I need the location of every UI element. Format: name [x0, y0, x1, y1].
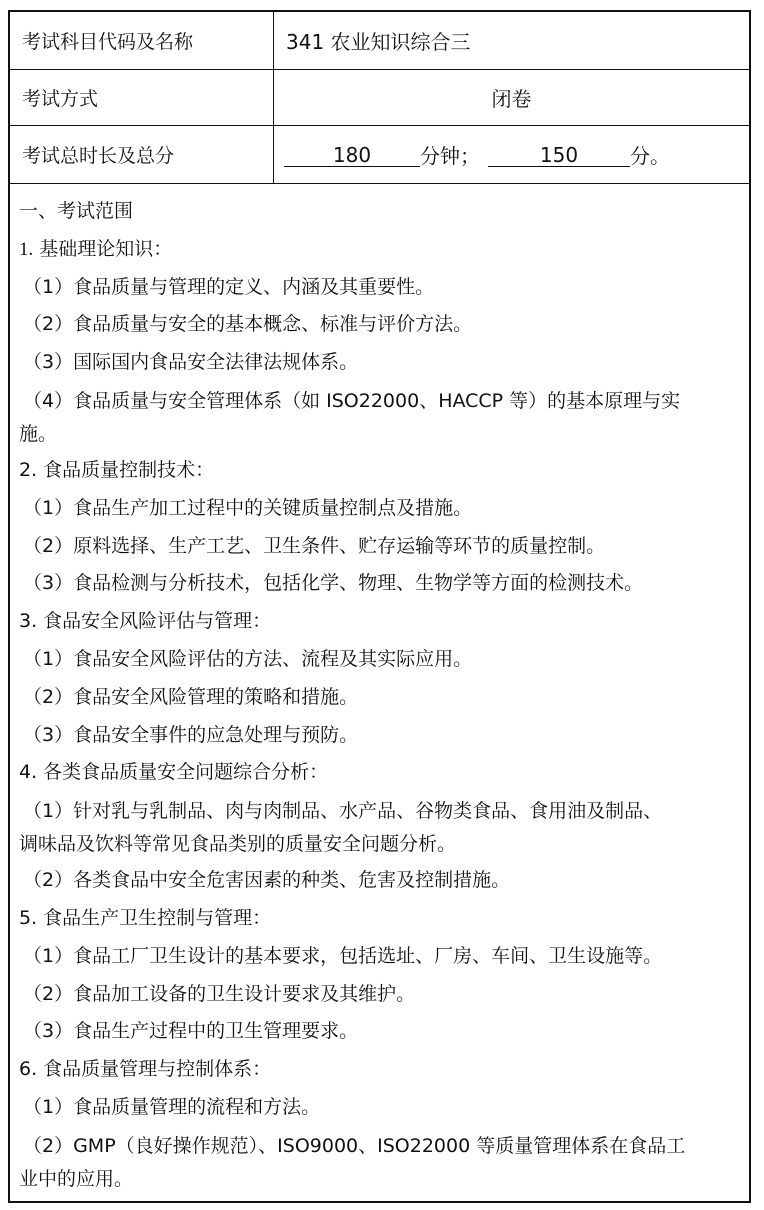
exam-scope: [10, 184, 749, 1197]
list-item: （1）食品安全风险评估的方法、流程及其实际应用。: [23, 647, 473, 670]
section-heading: 5. 食品生产卫生控制与管理：: [19, 906, 272, 929]
total-score: 150: [488, 143, 630, 167]
duration-label: 考试总时长及总分: [10, 126, 274, 183]
list-item: （2）食品质量与安全的基本概念、标准与评价方法。: [23, 313, 473, 336]
list-item: （3）食品生产过程中的卫生管理要求。: [23, 1020, 359, 1043]
section-heading: 6. 食品质量管理与控制体系：: [19, 1058, 272, 1081]
section-heading: 1. 基础理论知识：: [19, 237, 173, 260]
list-item: （3）食品安全事件的应急处理与预防。: [23, 723, 359, 746]
duration-unit: 分钟；: [420, 144, 480, 168]
mode-row: [10, 70, 749, 126]
subject-row: [10, 12, 749, 70]
list-item: （1）食品质量管理的流程和方法。: [23, 1095, 321, 1118]
list-item: （1）食品工厂卫生设计的基本要求，包括选址、厂房、车间、卫生设施等。: [23, 944, 663, 967]
list-item: （2）食品安全风险管理的策略和措施。: [23, 685, 359, 708]
section-heading: 2. 食品质量控制技术：: [19, 458, 215, 481]
list-item-continuation: 业中的应用。: [19, 1167, 134, 1190]
subject-label: 考试科目代码及名称: [10, 12, 274, 69]
subject-value: 341 农业知识综合三: [286, 30, 471, 54]
list-item: （2）GMP（良好操作规范）、ISO9000、ISO22000 等质量管理体系在食品工: [23, 1134, 686, 1157]
list-item: （1）食品生产加工过程中的关键质量控制点及措施。: [23, 496, 473, 519]
list-item: （2）各类食品中安全危害因素的种类、危害及控制措施。: [23, 869, 511, 892]
list-item-continuation: 施。: [19, 422, 58, 445]
mode-value: 闭卷: [491, 87, 532, 111]
section-heading: 3. 食品安全风险评估与管理：: [19, 610, 272, 633]
duration-value: [274, 126, 749, 183]
mode-label: 考试方式: [10, 70, 274, 125]
section-heading: 4. 各类食品质量安全问题综合分析：: [19, 761, 329, 784]
list-item: （2）食品加工设备的卫生设计要求及其维护。: [23, 982, 416, 1005]
exam-info-table: [8, 10, 751, 1203]
list-item: （2）原料选择、生产工艺、卫生条件、贮存运输等环节的质量控制。: [23, 534, 606, 557]
duration-row: [10, 126, 749, 184]
duration-minutes: 180: [284, 143, 420, 167]
section-heading-text: 基础理论知识：: [39, 237, 173, 260]
list-item-continuation: 调味品及饮料等常见食品类别的质量安全问题分析。: [19, 833, 457, 856]
list-item: （4）食品质量与安全管理体系（如 ISO22000、HACCP 等）的基本原理与实: [23, 389, 681, 412]
scope-title: 一、考试范围: [19, 200, 134, 222]
list-item: （1）针对乳与乳制品、肉与肉制品、水产品、谷物类食品、食用油及制品、: [23, 800, 663, 823]
list-item: （1）食品质量与管理的定义、内涵及其重要性。: [23, 275, 435, 298]
list-item: （3）食品检测与分析技术，包括化学、物理、生物学等方面的检测技术。: [23, 572, 644, 595]
list-item: （3）国际国内食品安全法律法规体系。: [23, 351, 359, 374]
score-unit: 分。: [630, 144, 670, 168]
